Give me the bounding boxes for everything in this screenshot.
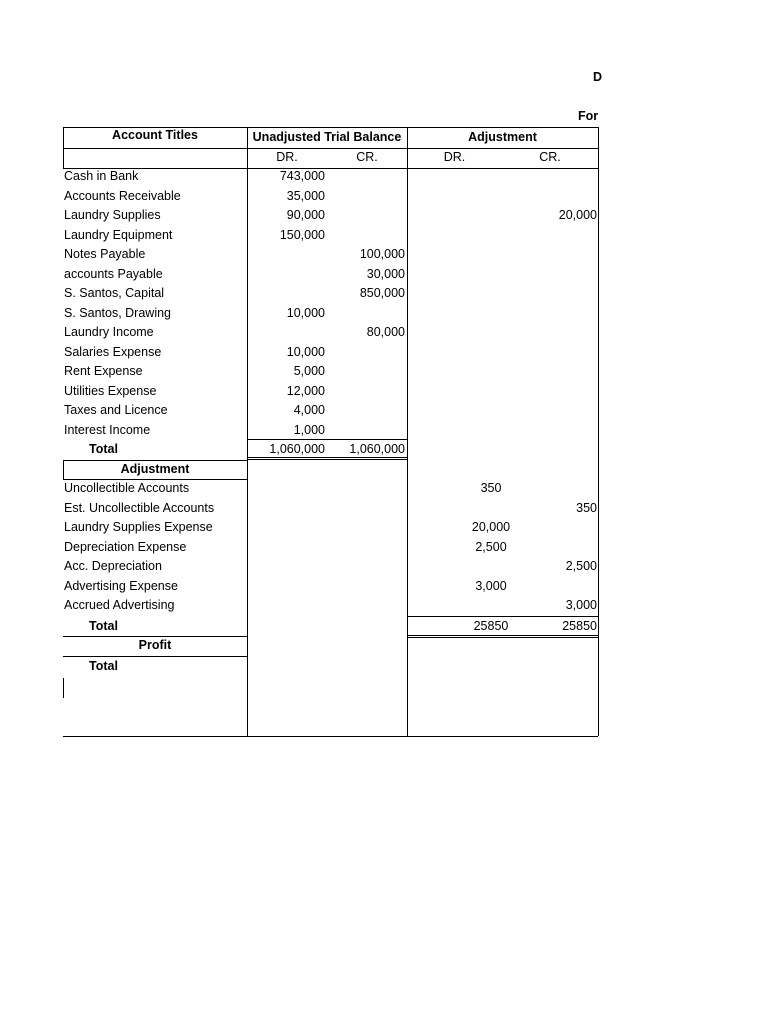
adj-dr-cell: 350: [480, 481, 502, 495]
final-total-label: Total: [89, 659, 118, 673]
adj-cr-cell: 20,000: [558, 208, 597, 222]
adj-dr-cell: 3,000: [475, 578, 507, 593]
account-title: Notes Payable: [64, 247, 146, 261]
adjustment-section-label: Adjustment: [120, 462, 190, 476]
adjustment-title: Advertising Expense: [64, 578, 178, 593]
tb-cr-cell: 80,000: [366, 325, 405, 339]
tb-total-label: Total: [89, 442, 118, 456]
tb-dr-header: DR.: [276, 150, 298, 164]
adj-dr-header: DR.: [443, 150, 466, 164]
adjustment-total-label: Total: [89, 619, 118, 633]
adjustment-title: Laundry Supplies Expense: [64, 520, 213, 534]
adjustment-title: Depreciation Expense: [64, 539, 187, 554]
adj-cr-header: CR.: [539, 150, 561, 164]
account-title: Rent Expense: [64, 364, 143, 378]
account-title: Salaries Expense: [64, 344, 162, 359]
adjustment-title: Est. Uncollectible Accounts: [64, 500, 215, 515]
account-title: Laundry Income: [64, 325, 154, 339]
account-title: Accounts Receivable: [64, 188, 181, 203]
unadjusted-trial-balance-header: Unadjusted Trial Balance: [252, 130, 402, 144]
tb-cr-cell: 850,000: [359, 286, 405, 300]
account-title: Taxes and Licence: [64, 403, 168, 417]
account-titles-header: Account Titles: [112, 128, 198, 142]
account-title: Interest Income: [64, 422, 151, 437]
tb-dr-cell: 5,000: [293, 364, 325, 378]
grid-line: [63, 736, 598, 737]
adjustment-title: Accrued Advertising: [64, 598, 175, 612]
account-title: Cash in Bank: [64, 169, 139, 183]
account-title: S. Santos, Drawing: [64, 305, 171, 320]
adj-cr-cell: 3,000: [565, 598, 597, 612]
grid-line: [247, 459, 407, 460]
account-title: Utilities Expense: [64, 383, 157, 398]
tb-dr-cell: 10,000: [286, 305, 325, 320]
tb-dr-cell: 150,000: [279, 227, 325, 242]
account-title: accounts Payable: [64, 266, 163, 281]
tb-cr-cell: 30,000: [366, 266, 405, 281]
account-title: S. Santos, Capital: [64, 286, 165, 300]
grid-line: [63, 168, 598, 169]
adjustment-total-dr: 25850: [473, 619, 509, 633]
grid-line: [598, 127, 599, 736]
tb-dr-cell: 1,000: [293, 422, 325, 437]
adj-cr-cell: 350: [576, 500, 597, 515]
adj-dr-cell: 20,000: [471, 520, 511, 534]
adjustment-title: Acc. Depreciation: [64, 559, 162, 573]
grid-line: [407, 127, 408, 736]
tb-cr-header: CR.: [356, 150, 378, 164]
report-period-fragment: For: [578, 109, 599, 123]
tb-total-dr: 1,060,000: [269, 442, 325, 456]
account-title: Laundry Supplies: [64, 208, 161, 222]
tb-dr-cell: 35,000: [286, 188, 325, 203]
tb-dr-cell: 90,000: [286, 208, 325, 222]
adj-dr-cell: 2,500: [475, 539, 507, 554]
profit-label: Profit: [138, 638, 172, 652]
grid-line: [63, 678, 64, 698]
tb-dr-cell: 743,000: [279, 169, 325, 183]
tb-dr-cell: 10,000: [286, 344, 325, 359]
tb-cr-cell: 100,000: [359, 247, 405, 261]
adj-cr-cell: 2,500: [565, 559, 597, 573]
tb-dr-cell: 4,000: [293, 403, 325, 417]
tb-total-cr: 1,060,000: [349, 442, 405, 456]
adjustment-total-cr: 25850: [562, 619, 597, 633]
tb-dr-cell: 12,000: [286, 383, 325, 398]
adjustment-title: Uncollectible Accounts: [64, 481, 190, 495]
adjustment-header: Adjustment: [468, 130, 537, 144]
grid-line: [407, 637, 598, 638]
account-title: Laundry Equipment: [64, 227, 173, 242]
report-title-fragment: D: [593, 70, 603, 84]
